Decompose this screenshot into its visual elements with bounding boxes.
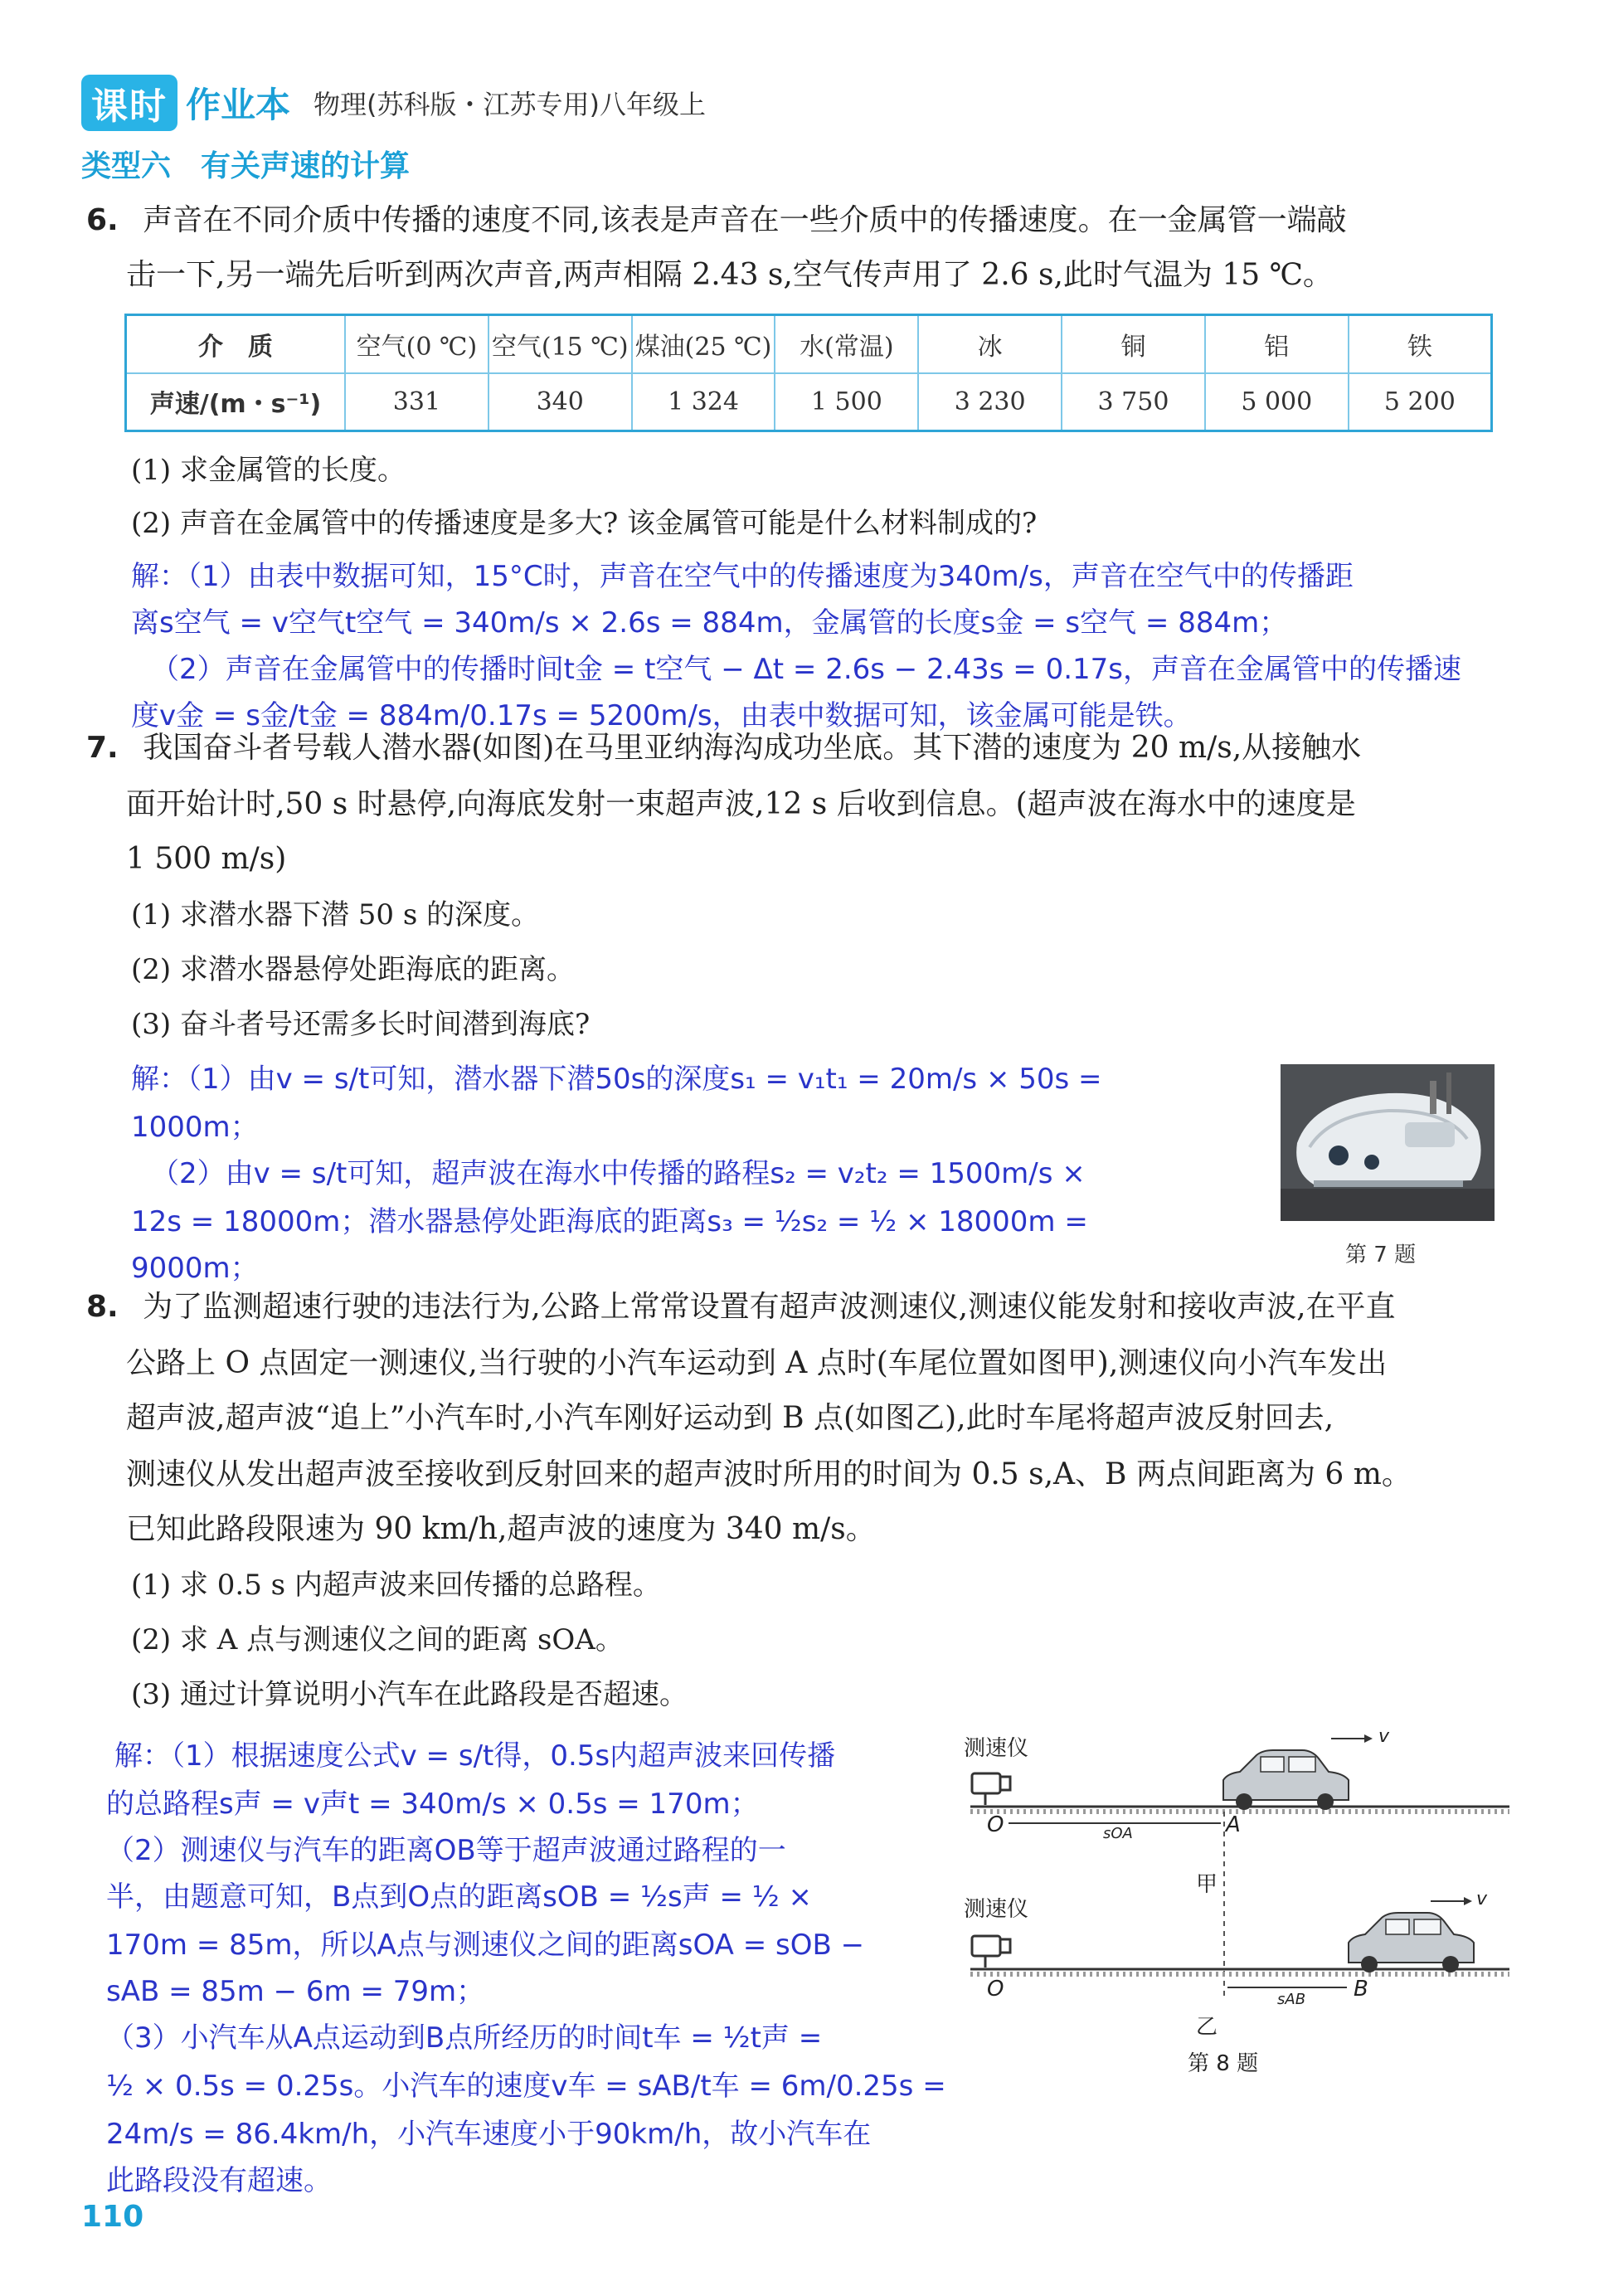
q7-number: 7. (86, 731, 119, 765)
point-a: A (1226, 1812, 1241, 1837)
table-medium: 煤油(25 ℃) (632, 315, 775, 373)
device-label-jia: 测速仪 (964, 1736, 1029, 1761)
figure-label-yi: 乙 (1196, 2015, 1218, 2040)
radar-device-icon (972, 1773, 1010, 1805)
book-brand (81, 76, 706, 129)
table-speed: 5 000 (1205, 373, 1349, 431)
table-medium: 水(常温) (775, 315, 918, 373)
q8-text-1: 为了监测超速行驶的违法行为,公路上常常设置有超声波测速仪,测速仪能发射和接收声波,在平直 (143, 1290, 1396, 1324)
q6-text-1: 声音在不同介质中传播的速度不同,该表是声音在一些介质中的传播速度。在一金属管一端敲 (143, 203, 1347, 237)
table-medium: 冰 (918, 315, 1062, 373)
q7-answer-line: 12s = 18000m；潜水器悬停处距海底的距离s₃ = ½s₂ = ½ × 18000m = (131, 1205, 1088, 1238)
page-number: 110 (81, 2200, 144, 2234)
velocity-arrowhead-yi (1464, 1897, 1472, 1905)
q6-sub2: (2) 声音在金属管中的传播速度是多大? 该金属管可能是什么材料制成的? (131, 507, 1038, 540)
radar-device-icon (972, 1936, 1010, 1968)
q8-answer-line: 24m/s = 86.4km/h，小汽车速度小于90km/h，故小汽车在 (106, 2118, 872, 2151)
q8-answer-line: （2）测速仪与汽车的距离OB等于超声波通过路程的一 (106, 1834, 786, 1867)
submersible-illustration (1281, 1064, 1495, 1221)
table-speed: 1 500 (775, 373, 918, 431)
table-speed-row (126, 373, 1492, 431)
q8-line1 (86, 1292, 1396, 1322)
q6-sub1: (1) 求金属管的长度。 (131, 454, 406, 487)
q7-line3: 1 500 m/s) (126, 842, 287, 876)
q8-line4: 测速仪从发出超声波至接收到反射回来的超声波时所用的时间为 0.5 s,A、B 两点间距离为 6 m。 (126, 1457, 1412, 1491)
point-b: B (1354, 1977, 1368, 2002)
q7-sub2: (2) 求潜水器悬停处距海底的距离。 (131, 953, 575, 986)
q7-line1 (86, 733, 1361, 763)
q8-answer-line: sAB = 85m − 6m = 79m； (106, 1975, 485, 2008)
table-medium: 空气(0 ℃) (345, 315, 488, 373)
q7-answer-line: 1000m； (131, 1111, 259, 1144)
q7-text-1: 我国奋斗者号载人潜水器(如图)在马里亚纳海沟成功坐底。其下潜的速度为 20 m/s,从接触水 (143, 731, 1362, 765)
device-label-yi: 测速仪 (964, 1897, 1029, 1922)
speed-radar-diagram (954, 1725, 1518, 2082)
q7-answer-line: 9000m； (131, 1252, 259, 1285)
table-header-label: 介 质 (126, 315, 346, 373)
q8-number: 8. (86, 1290, 119, 1324)
point-o-yi: O (987, 1977, 1004, 2002)
subject-title: 物理(苏科版・江苏专用)八年级上 (314, 89, 706, 120)
q8-line2: 公路上 O 点固定一测速仪,当行驶的小汽车运动到 A 点时(车尾位置如图甲),测速仪向小汽车发出 (126, 1346, 1388, 1380)
q6-answer-line: 度v金 = s金/t金 = 884m/0.17s = 5200m/s，由表中数据可知，该金属可能是铁。 (131, 699, 1192, 732)
q7-line2: 面开始计时,50 s 时悬停,向海底发射一束超声波,12 s 后收到信息。(超声波在海水中的速度是 (126, 787, 1356, 821)
velocity-arrowhead-jia (1364, 1734, 1373, 1743)
q7-answer-line: 解：（1）由v = s/t可知，潜水器下潜50s的深度s₁ = v₁t₁ = 20m/s × 50s = (131, 1063, 1102, 1096)
table-speed: 3 750 (1062, 373, 1205, 431)
q8-line5: 已知此路段限速为 90 km/h,超声波的速度为 340 m/s。 (126, 1512, 876, 1546)
q8-line3: 超声波,超声波“追上”小汽车时,小汽车刚好运动到 B 点(如图乙),此时车尾将超声波反射回去, (126, 1401, 1334, 1435)
q8-sub2: (2) 求 A 点与测速仪之间的距离 sOA。 (131, 1623, 624, 1656)
table-speed: 3 230 (918, 373, 1062, 431)
q6-line2: 击一下,另一端先后听到两次声音,两声相隔 2.43 s,空气传声用了 2.6 s,此时气温为 15 ℃。 (126, 258, 1333, 292)
table-speed: 5 200 (1349, 373, 1492, 431)
car-icon-jia (1223, 1750, 1349, 1810)
table-medium: 铜 (1062, 315, 1205, 373)
q8-answer-line: 解：（1）根据速度公式v = s/t得，0.5s内超声波来回传播 (114, 1739, 836, 1773)
q8-answer-line: 半，由题意可知，B点到O点的距离sOB = ½s声 = ½ × (106, 1880, 813, 1914)
q8-answer-line: ½ × 0.5s = 0.25s。小汽车的速度v车 = sAB/t车 = 6m/0.25s = (106, 2070, 946, 2103)
submersible-photo (1281, 1064, 1495, 1221)
table-medium: 铝 (1205, 315, 1349, 373)
point-o-jia: O (987, 1812, 1004, 1837)
q8-answer-line: 的总路程s声 = v声t = 340m/s × 0.5s = 170m； (106, 1788, 759, 1821)
q7-sub1: (1) 求潜水器下潜 50 s 的深度。 (131, 898, 540, 932)
sound-speed-table (124, 314, 1493, 432)
q6-line1 (86, 203, 1347, 237)
q6-number: 6. (86, 203, 119, 237)
q8-sub3: (3) 通过计算说明小汽车在此路段是否超速。 (131, 1678, 688, 1711)
table-speed: 340 (488, 373, 632, 431)
velocity-label-jia: v (1378, 1726, 1390, 1747)
q8-answer-line: （3）小汽车从A点运动到B点所经历的时间t车 = ½t声 = (106, 2021, 823, 2055)
brand-logo: 课时 (81, 75, 177, 131)
table-speed: 1 324 (632, 373, 775, 431)
q7-answer-line: （2）由v = s/t可知，超声波在海水中传播的路程s₂ = v₂t₂ = 1500m/s × (151, 1157, 1086, 1190)
q8-answer-line: 170m = 85m，所以A点与测速仪之间的距离sOA = sOB − (106, 1929, 865, 1962)
table-medium: 铁 (1349, 315, 1492, 373)
q8-figure-caption: 第 8 题 (1188, 2051, 1259, 2076)
table-speed: 331 (345, 373, 488, 431)
table-row-label: 声速/(m・s⁻¹) (126, 373, 346, 431)
car-icon-yi (1349, 1913, 1474, 1973)
table-medium: 空气(15 ℃) (488, 315, 632, 373)
soa-label: sOA (1103, 1825, 1133, 1842)
brand-name: 作业本 (186, 85, 291, 125)
q8-sub1: (1) 求 0.5 s 内超声波来回传播的总路程。 (131, 1569, 661, 1602)
figure-label-jia: 甲 (1196, 1872, 1218, 1897)
velocity-label-yi: v (1476, 1889, 1488, 1909)
q8-answer-line: 此路段没有超速。 (106, 2164, 332, 2197)
section-title: 类型六 有关声速的计算 (81, 149, 411, 183)
table-header-row (126, 315, 1492, 373)
q7-figure-caption: 第 7 题 (1345, 1243, 1417, 1267)
q6-answer-line: 解：（1）由表中数据可知，15°C时，声音在空气中的传播速度为340m/s，声音在空气中的传播距 (131, 560, 1354, 593)
q6-answer-line: （2）声音在金属管中的传播时间t金 = t空气 − Δt = 2.6s − 2.43s = 0.17s，声音在金属管中的传播速 (151, 653, 1462, 686)
q7-sub3: (3) 奋斗者号还需多长时间潜到海底? (131, 1008, 591, 1041)
sab-label: sAB (1277, 1991, 1306, 2008)
q6-answer-line: 离s空气 = v空气t空气 = 340m/s × 2.6s = 884m，金属管的长度s金 = s空气 = 884m； (131, 606, 1288, 640)
